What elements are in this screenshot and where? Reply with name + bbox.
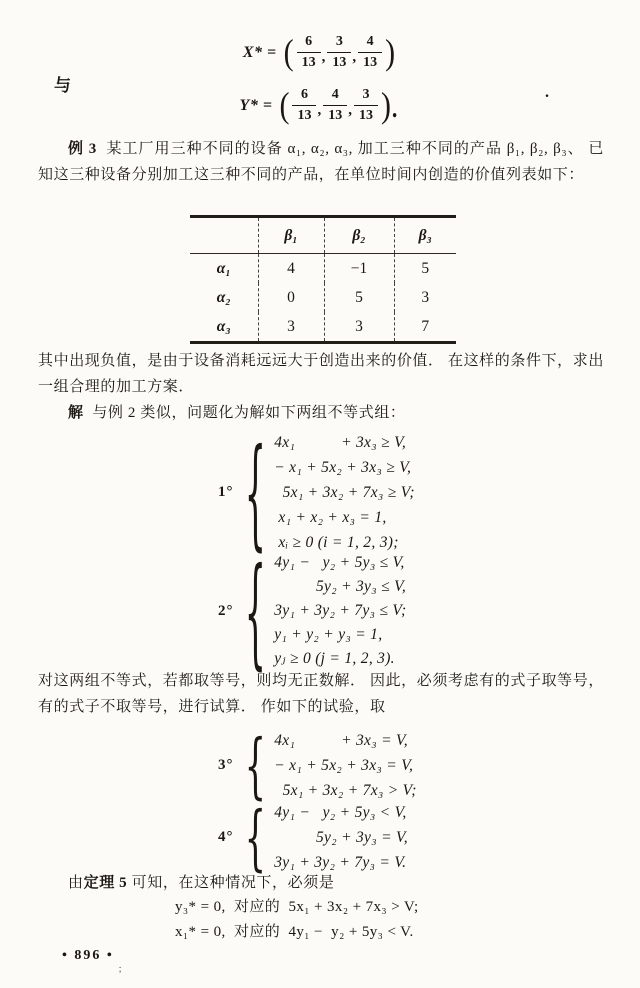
group-2-lines [274, 551, 406, 671]
left-brace: { [244, 723, 266, 808]
equation-line: 4y₁ − y₂ + 5y₃ ≤ V, [274, 554, 405, 571]
equation-line: 5y₂ + 3y₃ ≤ V, [274, 578, 407, 595]
paragraph-theorem [38, 870, 604, 896]
theorem-label: 定理 5 [83, 875, 128, 891]
table-row [190, 254, 456, 284]
formula-x-star [0, 34, 640, 71]
formula-y-star [0, 87, 640, 124]
fraction [327, 34, 351, 71]
table-cell: 7 [394, 312, 456, 343]
left-brace: { [244, 422, 266, 563]
equation-group-3 [218, 723, 417, 808]
equation-line: 3y₁ + 3y₂ + 7y₃ = V. [274, 854, 407, 871]
fraction [292, 87, 316, 124]
paragraph-negative-value: 其中出现负值，是由于设备消耗远远大于创造出来的价值． 在这样的条件下，求出一组合理的加工方案． [38, 353, 604, 395]
scan-artifact-dot: . [545, 84, 549, 101]
theorem-text: 可知，在这种情况下，必须是 [131, 875, 335, 891]
table-row [190, 283, 456, 312]
table-cell: 4 [258, 254, 324, 284]
equation-line: 5x₁ + 3x₂ + 7x₃ > V; [274, 782, 417, 799]
paragraph-solution [38, 400, 604, 426]
paragraph-trial: 对这两组不等式，若都取等号，则均无正数解． 因此，必须考虑有的式子取等号，有的式子不取等号，进行试算． 作如下的试验，取 [38, 673, 604, 715]
close-paren: ) [385, 32, 396, 72]
stray-ink-mark: ； [118, 964, 128, 974]
conclusion-block [175, 895, 419, 945]
fraction [323, 87, 347, 124]
table-cell: 5 [394, 254, 456, 284]
conjunction-yu: 与 [54, 76, 71, 95]
group-1-label: 1° [218, 484, 234, 500]
conclusion-line: y₃* = 0, 对应的 5x₁ + 3x₂ + 7x₃ > V; [175, 899, 419, 915]
equation-group-4 [218, 795, 408, 880]
table-header-row [190, 217, 456, 254]
equation-line: xᵢ ≥ 0 (i = 1, 2, 3); [274, 534, 399, 551]
equation-line: y₁ + y₂ + y₃ = 1, [274, 626, 383, 643]
row-label: α₃ [216, 317, 231, 335]
open-paren: ( [279, 85, 290, 125]
theorem-prefix: 由 [68, 875, 84, 891]
group-4-lines [274, 800, 408, 875]
example3-label: 例 3 [68, 141, 97, 157]
fraction-numerator: 3 [362, 87, 370, 102]
comma: , [348, 102, 352, 118]
fraction-numerator: 4 [366, 34, 374, 49]
equation-line: − x₁ + 5x₂ + 3x₃ = V, [274, 757, 414, 774]
close-paren: ). [380, 85, 399, 125]
column-header: β₃ [394, 217, 456, 254]
equation-line: 5x₁ + 3x₂ + 7x₃ ≥ V; [274, 484, 415, 501]
fraction-denominator: 13 [327, 52, 351, 71]
fraction-denominator: 13 [297, 52, 321, 71]
left-brace: { [244, 541, 266, 681]
column-header: β₁ [258, 217, 324, 254]
fraction-numerator: 6 [300, 87, 308, 102]
fraction-numerator: 4 [331, 87, 339, 102]
row-label: α₂ [216, 288, 231, 306]
solution-text: 与例 2 类似，问题化为解如下两组不等式组： [92, 405, 406, 421]
group-3-label: 3° [218, 757, 234, 773]
comma: , [321, 49, 326, 65]
left-brace: { [244, 795, 266, 880]
table-cell: 5 [324, 283, 394, 312]
fraction [358, 34, 382, 71]
table-cell: 0 [258, 283, 324, 312]
equation-line: 3y₁ + 3y₂ + 7y₃ ≤ V; [274, 602, 407, 619]
row-label: α₁ [216, 259, 231, 277]
example3-text: 某工厂用三种不同的设备 α₁, α₂, α₃, 加工三种不同的产品 β₁, β₂, β₃、 已知这三种设备分别加工这三种不同的产品，在单位时间内创造的价值列表如下： [38, 141, 604, 183]
equation-line: 5y₂ + 3y₃ = V, [274, 829, 408, 846]
table-row [190, 312, 456, 343]
paragraph-example3 [38, 136, 604, 188]
fraction [297, 34, 321, 71]
group-1-lines [274, 430, 415, 555]
fraction [354, 87, 378, 124]
equation-line: x₁ + x₂ + x₃ = 1, [274, 509, 387, 526]
conclusion-line: x₁* = 0, 对应的 4y₁ − y₂ + 5y₃ < V. [175, 924, 414, 940]
page-number: • 896 • [62, 948, 114, 963]
equation-line: 4x₁ + 3x₃ ≥ V, [274, 434, 407, 451]
open-paren: ( [283, 32, 294, 72]
fraction-denominator: 13 [323, 105, 347, 124]
value-table [190, 215, 456, 344]
comma: , [317, 102, 322, 118]
group-2-label: 2° [218, 602, 234, 619]
fraction-numerator: 6 [305, 34, 313, 49]
table-corner-cell [190, 217, 258, 254]
equation-line: − x₁ + 5x₂ + 3x₃ ≥ V, [274, 459, 412, 476]
formula-y-lhs: Y* = [239, 96, 273, 114]
fraction-denominator: 13 [358, 52, 382, 71]
table-cell: −1 [324, 254, 394, 284]
value-table-grid [190, 215, 456, 344]
table-cell: 3 [258, 312, 324, 343]
group-3-lines [274, 728, 417, 803]
solution-label: 解 [68, 405, 84, 421]
table-cell: 3 [394, 283, 456, 312]
equation-line: 4y₁ − y₂ + 5y₃ < V, [274, 804, 407, 821]
comma: , [352, 49, 357, 65]
equation-line: 4x₁ + 3x₃ = V, [274, 732, 408, 749]
table-cell: 3 [324, 312, 394, 343]
fraction-numerator: 3 [335, 34, 343, 49]
formula-x-lhs: X* = [242, 43, 277, 61]
column-header: β₂ [324, 217, 394, 254]
fraction-denominator: 13 [354, 105, 378, 124]
fraction-denominator: 13 [292, 105, 316, 124]
group-4-label: 4° [218, 829, 234, 845]
equation-line: yⱼ ≥ 0 (j = 1, 2, 3). [274, 650, 395, 667]
